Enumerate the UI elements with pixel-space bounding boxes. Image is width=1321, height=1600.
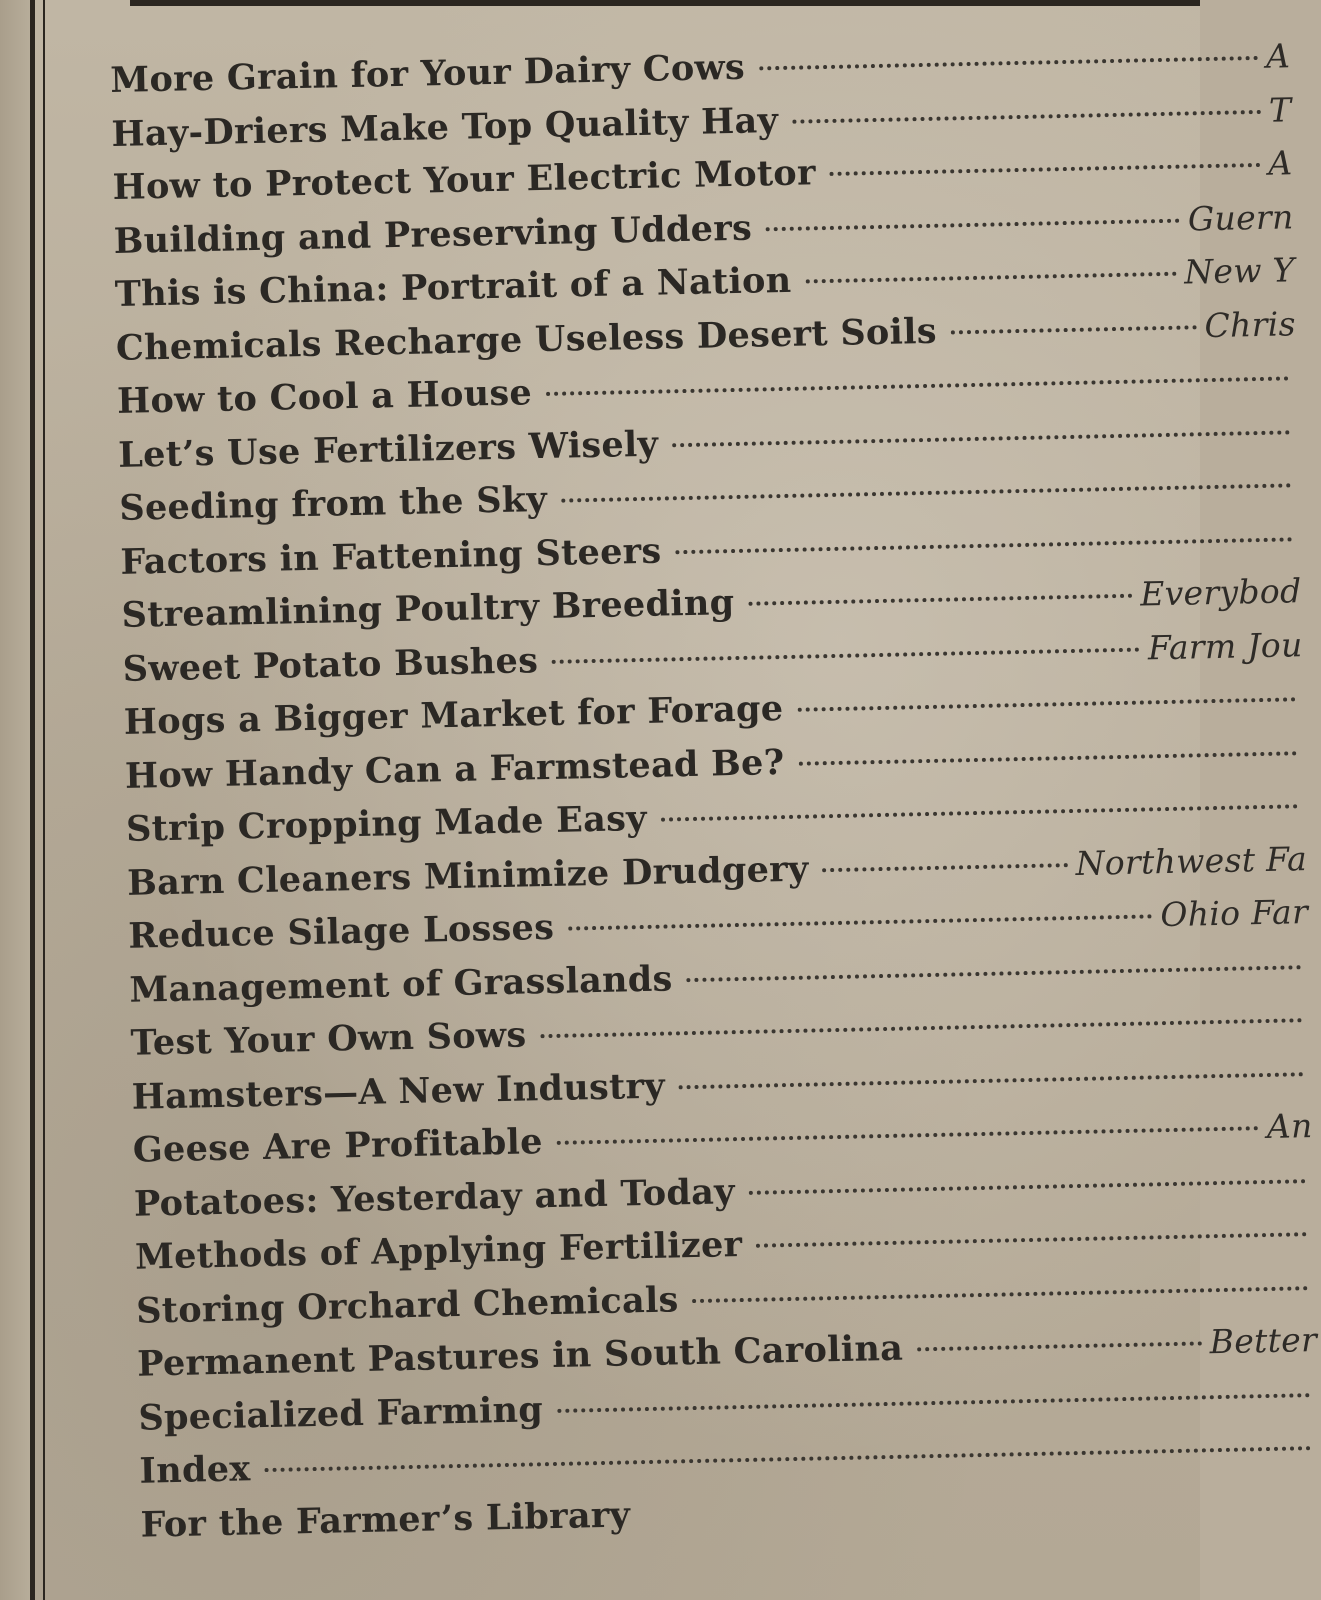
dot-leader [759,56,1258,70]
dot-leader [805,272,1176,284]
toc-entry-source: A [1265,36,1291,76]
dot-leader [687,965,1302,982]
dot-leader [766,218,1180,231]
top-rule [130,0,1200,6]
dot-leader [679,1072,1304,1089]
toc-entry-title: Reduce Silage Losses [127,906,555,957]
page-margin [0,0,30,1600]
toc-entry-title: Sweet Potato Bushes [122,639,539,690]
toc-entry-source: Farm Jou [1147,624,1303,667]
toc-entry-title: Storing Orchard Chemicals [135,1278,679,1332]
toc-entry-source: Guern [1187,196,1294,238]
toc-entry-title: Test Your Own Sows [130,1014,527,1064]
toc-entry-title: Permanent Pastures in South Carolina [136,1327,904,1385]
toc-entry-source: Everybod [1139,571,1302,614]
toc-entry-source: New Y [1183,250,1296,292]
dot-leader [917,1341,1202,1351]
toc-entry-title: Geese Are Profitable [132,1121,544,1171]
dot-leader [693,1286,1308,1303]
table-of-contents [110,35,1321,1557]
dot-leader [546,376,1289,396]
toc-entry-title: Barn Cleaners Minimize Drudgery [126,848,809,904]
column-rule-thin [43,0,45,1600]
toc-entry-title: Hogs a Bigger Market for Forage [123,688,784,743]
dot-leader [675,537,1292,554]
toc-entry-title: This is China: Portrait of a Nation [114,259,792,315]
toc-entry-title: Streamlining Poultry Breeding [121,582,735,636]
toc-entry-title: How to Cool a House [116,372,533,422]
toc-entry-title: Strip Cropping Made Easy [125,797,648,850]
toc-entry-title: Specialized Farming [138,1388,544,1439]
dot-leader [672,430,1290,447]
column-rule-thick [30,0,35,1600]
toc-entry-source: Chris [1204,303,1297,345]
toc-entry-title: Management of Grasslands [129,957,673,1011]
toc-entry-source: A [1267,143,1293,183]
dot-leader [749,1179,1306,1195]
toc-entry-title: Potatoes: Yesterday and Today [133,1170,736,1225]
toc-entry-title: Chemicals Recharge Useless Desert Soils [115,310,938,369]
dot-leader [568,914,1152,930]
toc-entry-title: Factors in Fattening Steers [120,530,662,583]
toc-entry-source: An [1266,1106,1313,1147]
dot-leader [823,863,1068,872]
toc-entry-title: Let’s Use Fertilizers Wisely [117,423,659,476]
toc-entry-title: Hamsters—A New Industry [131,1065,666,1118]
toc-entry-title: How to Protect Your Electric Motor [112,152,817,208]
toc-entry-title: More Grain for Your Dairy Cows [110,46,746,101]
dot-leader [748,594,1132,606]
toc-entry-title: How Handy Can a Farmstead Be? [124,741,785,797]
toc-entry-title: Building and Preserving Udders [113,207,753,262]
toc-entry-source: T [1268,89,1292,130]
toc-entry-title: Index [139,1448,251,1492]
dot-leader [756,1232,1307,1248]
toc-entry-title: Methods of Applying Fertilizer [134,1224,743,1278]
dot-leader [661,804,1298,821]
dot-leader [798,751,1296,765]
dot-leader [561,483,1291,502]
dot-leader [552,647,1140,663]
dot-leader [540,1018,1302,1038]
dot-leader [951,325,1197,334]
dot-leader [557,1126,1259,1145]
dot-leader [830,163,1261,176]
toc-entry-source: Better [1209,1320,1318,1362]
dot-leader [797,697,1295,711]
dot-leader [264,1446,1311,1472]
toc-entry-title: Seeding from the Sky [118,478,548,529]
toc-entry-title: For the Farmer’s Library [140,1493,631,1546]
toc-entry-source: Ohio Far [1159,892,1309,935]
dot-leader [792,109,1261,123]
toc-entry-source: Northwest Fa [1075,838,1308,883]
toc-entry-title: Hay-Driers Make Top Quality Hay [111,99,779,155]
dot-leader [557,1393,1310,1413]
